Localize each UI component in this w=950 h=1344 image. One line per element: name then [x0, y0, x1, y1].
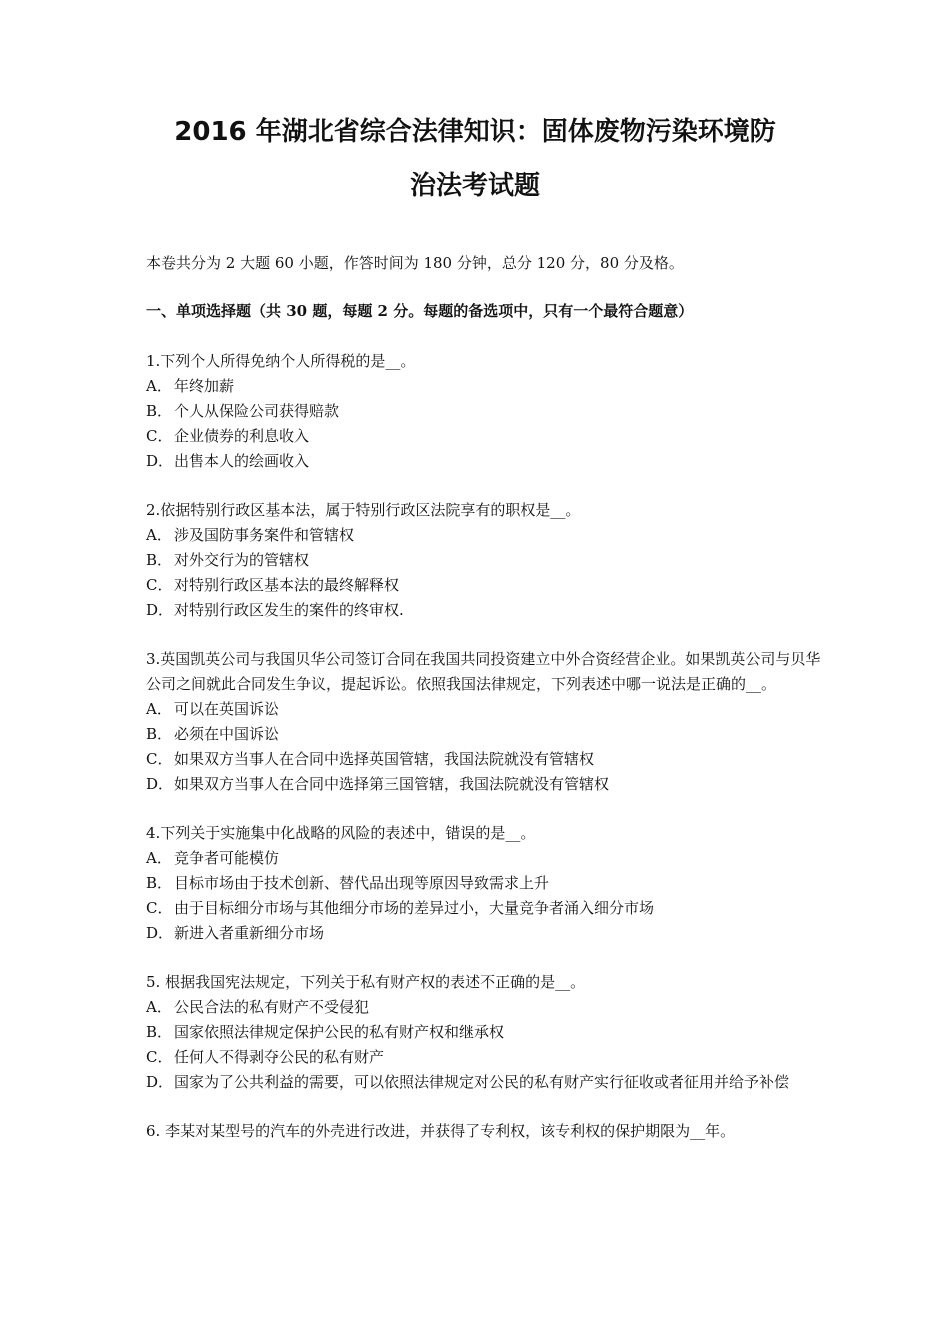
option-d [146, 598, 822, 623]
option-text: 企业债券的利息收入 [174, 427, 310, 445]
option-c [146, 573, 822, 598]
option-text: 对特别行政区发生的案件的终审权. [174, 601, 404, 619]
option-c [146, 896, 822, 921]
option-text: 如果双方当事人在合同中选择英国管辖，我国法院就没有管辖权 [174, 750, 595, 768]
option-letter: A． [146, 526, 172, 544]
option-letter: B． [146, 874, 173, 892]
option-letter: A． [146, 700, 172, 718]
option-text: 国家为了公共利益的需要，可以依照法律规定对公民的私有财产实行征收或者征用并给予补偿 [174, 1073, 790, 1091]
option-b [146, 548, 822, 573]
question-6 [146, 1119, 822, 1144]
option-text: 如果双方当事人在合同中选择第三国管辖，我国法院就没有管辖权 [174, 775, 610, 793]
option-letter: A． [146, 998, 172, 1016]
option-letter: C． [146, 750, 173, 768]
option-letter: C． [146, 576, 173, 594]
option-b [146, 399, 822, 424]
option-text: 必须在中国诉讼 [174, 725, 280, 743]
option-a [146, 523, 822, 548]
option-text: 对外交行为的管辖权 [174, 551, 310, 569]
option-letter: D． [146, 924, 174, 942]
option-letter: D． [146, 452, 174, 470]
option-letter: B． [146, 551, 173, 569]
question-stem: 5. 根据我国宪法规定，下列关于私有财产权的表述不正确的是__。 [146, 973, 586, 991]
option-c [146, 424, 822, 449]
option-d [146, 449, 822, 474]
question-stem: 1.下列个人所得免纳个人所得税的是__。 [146, 352, 416, 370]
option-c [146, 1045, 822, 1070]
option-text: 涉及国防事务案件和管辖权 [174, 526, 355, 544]
option-a [146, 846, 822, 871]
option-text: 年终加薪 [174, 377, 235, 395]
question-4 [146, 821, 822, 946]
option-text: 国家依照法律规定保护公民的私有财产权和继承权 [174, 1023, 505, 1041]
option-letter: D． [146, 775, 174, 793]
option-letter: C． [146, 427, 173, 445]
option-text: 竞争者可能模仿 [174, 849, 280, 867]
option-d [146, 1070, 822, 1095]
document-title-line1: 2016 年湖北省综合法律知识：固体废物污染环境防 [174, 117, 776, 147]
option-text: 可以在英国诉讼 [174, 700, 280, 718]
option-text: 由于目标细分市场与其他细分市场的差异过小，大量竞争者涌入细分市场 [174, 899, 655, 917]
option-b [146, 1020, 822, 1045]
section-heading-single-choice: 一、单项选择题（共 30 题，每题 2 分。每题的备选项中，只有一个最符合题意） [146, 302, 694, 320]
option-letter: C． [146, 1048, 173, 1066]
option-b [146, 871, 822, 896]
question-stem: 4.下列关于实施集中化战略的风险的表述中，错误的是__。 [146, 824, 536, 842]
document-title-line2: 治法考试题 [409, 171, 540, 201]
option-letter: C． [146, 899, 173, 917]
option-a [146, 995, 822, 1020]
option-b [146, 722, 822, 747]
option-letter: A． [146, 849, 172, 867]
option-letter: D． [146, 1073, 174, 1091]
option-text: 目标市场由于技术创新、替代品出现等原因导致需求上升 [174, 874, 550, 892]
option-letter: D． [146, 601, 174, 619]
question-stem: 6. 李某对某型号的汽车的外壳进行改进，并获得了专利权，该专利权的保护期限为__年。 [146, 1122, 736, 1140]
option-a [146, 697, 822, 722]
option-text: 新进入者重新细分市场 [174, 924, 325, 942]
option-letter: B． [146, 402, 173, 420]
question-5 [146, 970, 822, 1095]
question-stem: 3.英国凯英公司与我国贝华公司签订合同在我国共同投资建立中外合资经营企业。如果凯英公司与贝华公司之间就此合同发生争议，提起诉讼。依照我国法律规定，下列表述中哪一说法是正确的__。 [146, 650, 821, 693]
option-text: 公民合法的私有财产不受侵犯 [174, 998, 370, 1016]
option-text: 个人从保险公司获得赔款 [174, 402, 340, 420]
option-letter: B． [146, 725, 173, 743]
option-a [146, 374, 822, 399]
option-d [146, 772, 822, 797]
question-2 [146, 498, 822, 623]
option-text: 出售本人的绘画收入 [174, 452, 310, 470]
question-1 [146, 349, 822, 474]
option-text: 对特别行政区基本法的最终解释权 [174, 576, 400, 594]
option-text: 任何人不得剥夺公民的私有财产 [174, 1048, 385, 1066]
exam-intro: 本卷共分为 2 大题 60 小题，作答时间为 180 分钟，总分 120 分，80 分及格。 [146, 254, 684, 272]
option-letter: B． [146, 1023, 173, 1041]
question-stem: 2.依据特别行政区基本法，属于特别行政区法院享有的职权是__。 [146, 501, 581, 519]
option-d [146, 921, 822, 946]
question-list [146, 349, 822, 1168]
option-c [146, 747, 822, 772]
question-3 [146, 647, 822, 797]
option-letter: A． [146, 377, 172, 395]
